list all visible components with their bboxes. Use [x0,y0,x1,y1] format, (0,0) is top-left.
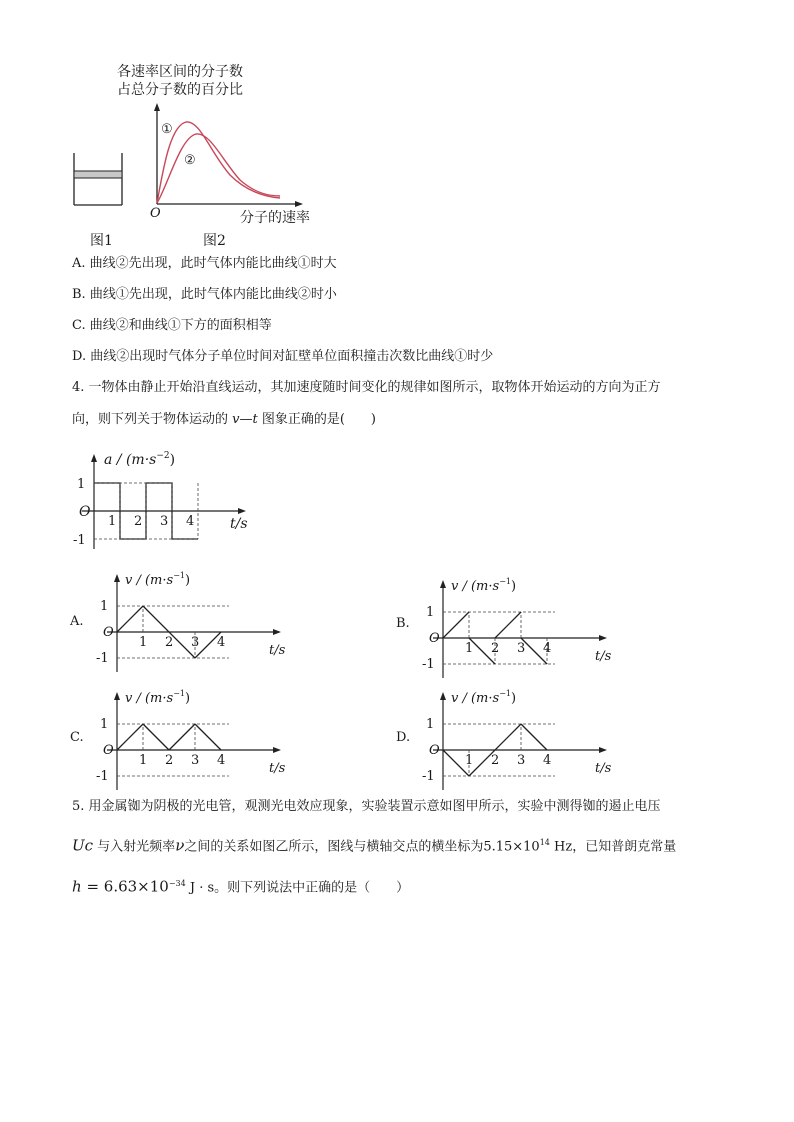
vt-xtick: 1 [139,753,148,768]
vt-xtick: 4 [217,753,226,768]
vt-x-arrow [599,635,607,641]
option-letter: C. [70,730,84,745]
q3-option-c[interactable] [72,318,272,334]
q5-h: h [72,877,82,896]
vt-x-arrow [273,629,281,635]
vt-x-arrow [273,747,281,753]
vt-graph-d [418,686,613,790]
vt-ytick-1: 1 [100,717,109,732]
q3-y-title-line1: 各速率区间的分子数 [117,64,243,80]
vt-graph-a [92,568,287,676]
vt-series-segment [169,724,195,750]
vt-graph-b [418,574,613,678]
vt-origin: O [429,631,440,646]
vt-y-label-close: ) [185,691,191,706]
vt-option-c[interactable] [70,686,285,790]
q3-y-axis-title [105,63,255,99]
q5-text2a: 与入射光频率 [93,839,176,855]
vt-ytick-1: 1 [426,605,435,620]
piston [74,171,122,178]
option-letter: C. [72,318,86,333]
at-xtick: 2 [134,514,143,529]
at-y-exp: −2 [156,451,170,461]
svg-text:a / (m·s−2) [104,451,175,468]
vt-ytick-1: 1 [426,717,435,732]
vt-xtick: 3 [517,641,526,656]
vt-y-label-text: v / (m·s [451,579,500,594]
vt-xtick: 1 [465,641,474,656]
vt-series-segment [143,724,169,750]
vt-xtick: 1 [139,635,148,650]
q5-unit: Hz，已知普朗克常量 [549,839,677,855]
option-letter: D. [72,349,87,364]
q4-stem-line2 [72,412,376,428]
q3-figure-svg [60,100,350,250]
vt-y-label-exp: −1 [173,571,185,580]
vt-y-label-close: ) [511,579,517,594]
q5-line3 [72,876,409,896]
option-text: 曲线①先出现，此时气体内能比曲线②时小 [89,287,337,302]
vt-xtick: 4 [217,635,226,650]
q3-y-arrow [154,103,160,111]
vt-series-segment [117,724,143,750]
q3-option-d[interactable] [72,349,493,365]
vt-y-label-exp: −1 [173,689,185,698]
option-text: 曲线②先出现，此时气体内能比曲线①时大 [89,256,337,271]
vt-x-label: t/s [269,761,286,776]
q5-value-exp: 14 [539,838,550,847]
option-letter: B. [72,287,86,302]
fig2-caption: 图2 [203,233,226,249]
vt-origin: O [429,743,440,758]
q5-h-value: = 6.63×10 [81,877,169,896]
q5-nu: ν [175,836,185,855]
q5-text1: 用金属铷为阴极的光电管，观测光电效应现象，实验装置示意如图甲所示，实验中测得铷的遏止电压 [88,799,661,814]
q4-stem-var: v—t [232,412,258,427]
vt-xtick: 2 [491,753,500,768]
vt-xtick: 3 [191,635,200,650]
vt-xtick: 3 [191,753,200,768]
vt-series-segment [495,612,521,638]
vt-x-arrow [599,747,607,753]
vt-xtick: 4 [543,641,552,656]
at-ytick-1: 1 [77,477,86,492]
q5-value: 5.15×10 [483,839,540,855]
vt-x-label: t/s [269,643,286,658]
vt-ytick-neg1: -1 [422,769,435,784]
vt-y-label-text: v / (m·s [451,691,500,706]
at-ytick-neg1: -1 [73,533,86,548]
q4-stem-post: 图象正确的是( ) [257,412,376,427]
option-text: 曲线②和曲线①下方的面积相等 [89,318,272,333]
q3-option-b[interactable] [72,287,337,303]
at-origin: O [79,504,91,520]
vt-y-label-exp: −1 [499,689,511,698]
q4-stem-text1: 一物体由静止开始沿直线运动，其加速度随时间变化的规律如图所示，取物体开始运动的方向为正方 [88,380,661,395]
option-letter: A. [70,614,84,629]
curve-2 [157,134,280,203]
q5-h-exp: −34 [168,879,186,888]
vt-y-label-text: v / (m·s [125,691,174,706]
vt-y-label-exp: −1 [499,577,511,586]
option-letter: A. [72,256,86,271]
vt-option-d[interactable] [396,686,611,790]
at-xtick: 1 [108,514,117,529]
at-y-close: ) [169,452,176,468]
q3-option-a[interactable] [72,256,337,272]
at-xtick: 3 [160,514,169,529]
vt-xtick: 4 [543,753,552,768]
q5-h-unit: J · s [185,880,215,896]
option-letter: D. [396,730,411,745]
vt-xtick: 3 [517,753,526,768]
vt-y-label-close: ) [185,573,191,588]
vt-xtick: 2 [165,753,174,768]
at-y-label: a / (m·s [104,452,157,468]
q3-y-title-line2: 占总分子数的百分比 [117,82,243,98]
vt-ytick-1: 1 [100,599,109,614]
vt-y-label-close: ) [511,691,517,706]
option-letter: B. [396,616,410,631]
at-graph-svg [68,446,258,551]
at-graph [68,446,258,551]
vt-y-label [125,571,190,588]
at-xtick: 4 [186,514,195,529]
curve-2-label: ② [184,153,196,168]
vt-series-segment [195,724,221,750]
vt-ytick-neg1: -1 [96,769,109,784]
at-x-label: t/s [230,516,248,532]
q5-line1 [72,799,661,815]
vt-option-b[interactable] [396,574,611,678]
vt-y-arrow [440,580,446,588]
vt-y-arrow [114,574,120,582]
vt-x-label: t/s [595,649,612,664]
vt-xtick: 2 [491,641,500,656]
fig1-caption: 图1 [90,233,113,249]
q4-number: 4. [72,380,85,395]
vt-y-label [451,577,516,594]
container-diagram [74,153,122,205]
q5-uc: Uc [72,836,94,855]
vt-y-label [125,689,190,706]
q5-text3: 。则下列说法中正确的是（ ） [214,880,410,896]
q4-stem-pre: 向，则下列关于物体运动的 [72,412,233,427]
option-text: 曲线②出现时气体分子单位时间对缸壁单位面积撞击次数比曲线①时少 [90,349,494,364]
vt-x-label: t/s [595,761,612,776]
q5-line2 [72,835,676,855]
q3-origin: O [150,206,161,221]
vt-y-arrow [440,692,446,700]
vt-origin: O [103,625,114,640]
q3-x-axis-title: 分子的速率 [240,210,310,226]
vt-origin: O [103,743,114,758]
vt-series-segment [117,606,143,632]
vt-xtick: 1 [465,753,474,768]
vt-graph-c [92,686,287,790]
vt-ytick-neg1: -1 [96,651,109,666]
q5-number: 5. [72,799,85,814]
vt-y-label-text: v / (m·s [125,573,174,588]
vt-xtick: 2 [165,635,174,650]
vt-series-segment [521,724,547,750]
vt-series-segment [443,612,469,638]
curve-1-label: ① [161,122,173,137]
at-marks [73,477,198,548]
q4-stem-line1 [72,380,661,396]
vt-ytick-neg1: -1 [422,657,435,672]
vt-y-label [451,689,516,706]
vt-option-a[interactable] [70,568,285,676]
vt-y-arrow [114,692,120,700]
q5-text2b: 之间的关系如图乙所示，图线与横轴交点的横坐标为 [184,839,484,855]
